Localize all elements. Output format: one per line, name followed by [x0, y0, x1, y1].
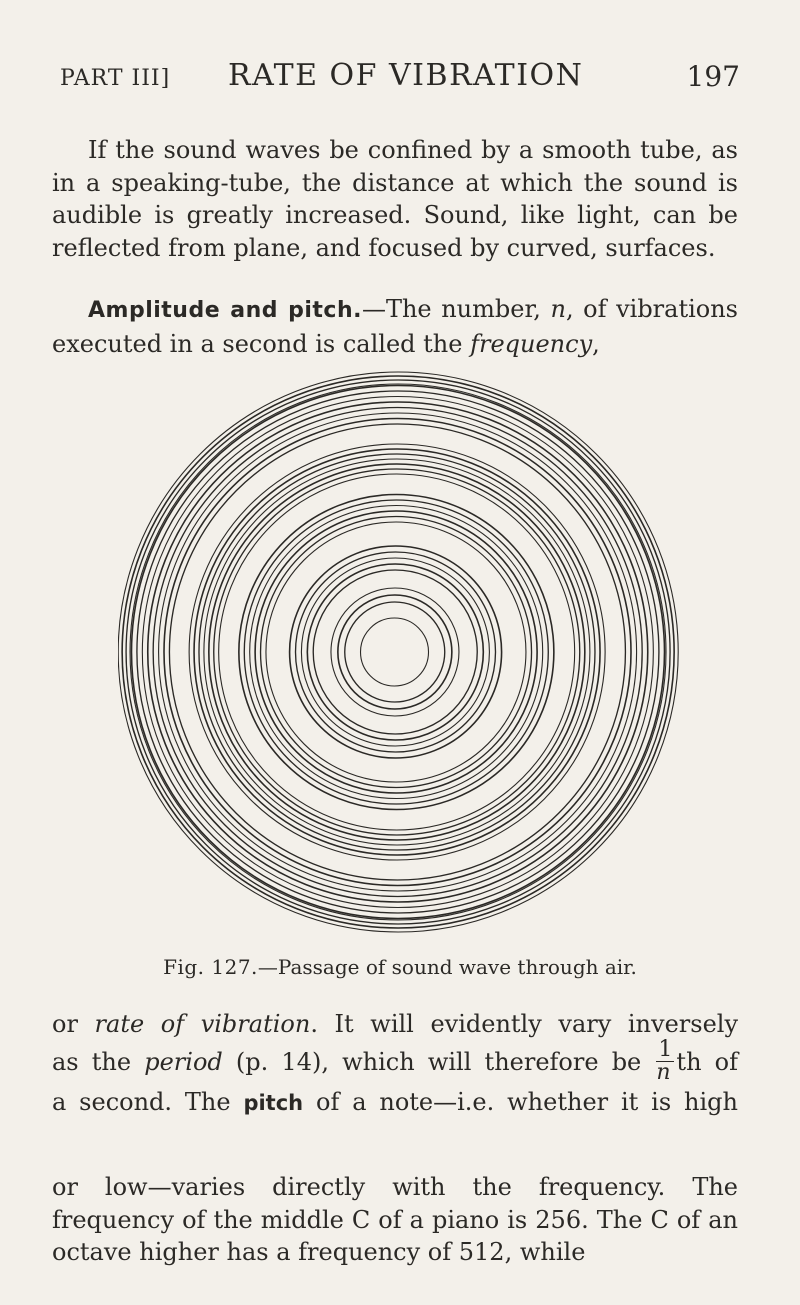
wave-ring: [250, 506, 543, 799]
wave-ring: [345, 602, 445, 702]
wave-ring: [219, 474, 575, 830]
wave-ring: [361, 618, 429, 686]
wave-ring: [338, 595, 452, 709]
term-rate-of-vibration: rate of vibration: [94, 1010, 311, 1038]
variable-n: n: [550, 295, 566, 323]
paragraph-frequency-c: or low—varies directly with the frequency. The frequency of the middle C of a piano is 256. The C of an octave higher has a frequency of 512, while: [52, 1173, 738, 1266]
concentric-wave-figure: [118, 360, 688, 945]
fraction-denominator: n: [656, 1059, 671, 1085]
wave-ring: [169, 424, 625, 880]
text-run: as the: [52, 1047, 145, 1076]
wave-ring: [148, 402, 648, 902]
paragraph-rate-of-vibration: [52, 1008, 738, 1119]
wave-ring: [296, 552, 496, 752]
wave-ring: [209, 464, 585, 840]
wave-ring: [239, 495, 554, 810]
running-header: [60, 58, 740, 98]
fraction-one-over-n: [656, 1036, 674, 1085]
term-pitch: pitch: [243, 1090, 304, 1115]
wave-ring: [331, 588, 459, 716]
wave-ring: [255, 511, 537, 793]
page-number: 197: [686, 60, 740, 93]
text-line: [52, 1086, 738, 1120]
wave-ring: [153, 408, 642, 897]
term-frequency: frequency: [470, 329, 593, 358]
wave-ring: [301, 558, 489, 746]
text-run: of a note—i.e. whether it is high: [303, 1087, 738, 1116]
header-part: PART III]: [60, 66, 171, 91]
figure-label: Fig. 127.: [163, 955, 258, 979]
run-in-heading: Amplitude and pitch.: [88, 298, 362, 323]
text-run: (p. 14), which will therefore be: [222, 1047, 655, 1076]
paragraph-speaking-tube: If the sound waves be confined by a smooth tube, as in a speaking-tube, the distance at which the sound is audible is greatly increased. Sound, like light, can be reflected from plane, and focused by curved, surfaces.: [52, 136, 738, 262]
text-run: a second. The: [52, 1087, 244, 1116]
wave-ring: [266, 522, 526, 782]
fraction-numerator: 1: [658, 1036, 673, 1062]
wave-ring: [126, 380, 670, 924]
term-period: period: [144, 1047, 223, 1076]
caption-text: —Passage of sound wave through air.: [257, 955, 637, 979]
text-run: , of vibrations executed in a second is called the: [52, 295, 738, 358]
wave-ring: [159, 413, 637, 891]
text-run: . It will evidently vary inversely: [310, 1010, 739, 1038]
wave-ring: [214, 469, 580, 835]
text-run: or: [52, 1010, 95, 1038]
wave-ring: [290, 546, 502, 758]
text-line: [52, 1008, 738, 1041]
figure-caption: [0, 955, 800, 979]
wave-ring: [118, 372, 678, 932]
wave-ring: [199, 454, 595, 850]
paragraph-amplitude-pitch: [52, 293, 738, 360]
wave-ring: [164, 419, 631, 886]
text-run: th of: [676, 1047, 739, 1076]
header-title: RATE OF VIBRATION: [228, 58, 584, 93]
text-line: [52, 1036, 739, 1086]
wave-ring: [307, 564, 483, 740]
text-run: ,: [592, 329, 600, 358]
text-run: —The number,: [361, 295, 551, 323]
